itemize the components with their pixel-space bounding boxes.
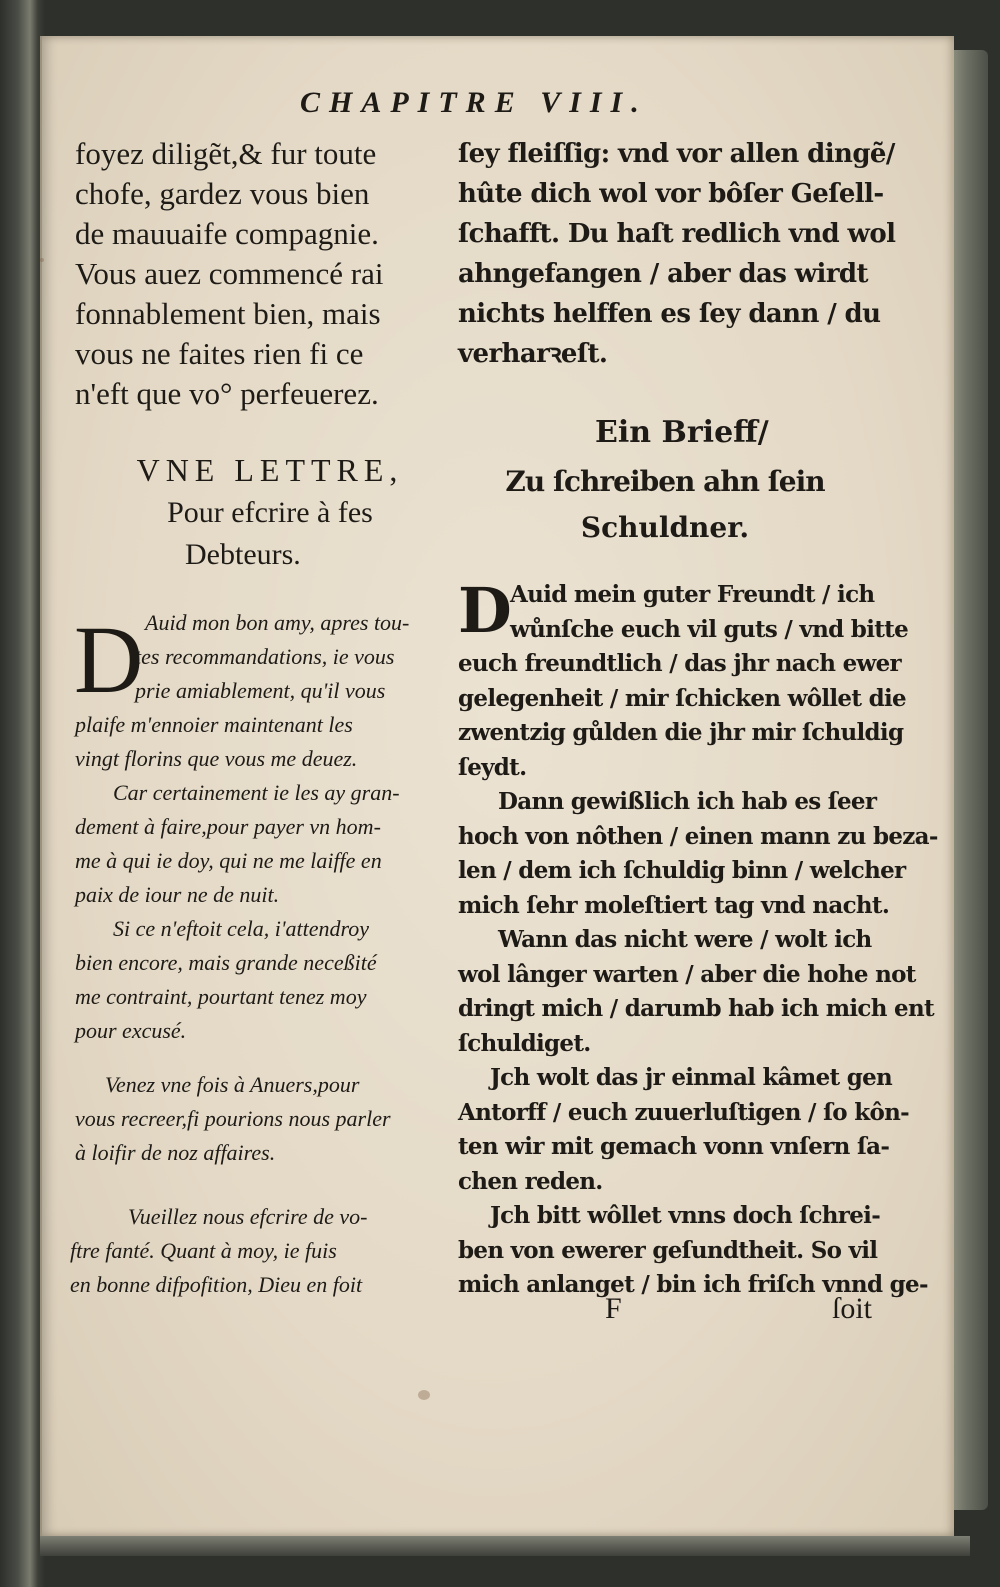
text-line: Car certainement ie les ay gran- — [113, 780, 400, 805]
text-line: ten wir mit gemach vonn vnſern ſa- — [458, 1133, 890, 1160]
text-line: de mauuaife compagnie. — [75, 216, 379, 251]
text-line: mich anlanget / bin ich friſch vnnd ge- — [458, 1271, 928, 1298]
text-line: ſey fleiſſig: vnd vor allen dingẽ/ — [458, 139, 895, 169]
german-letter-body — [458, 574, 938, 1303]
title-line: Zu ſchreiben ahn ſein — [505, 465, 825, 498]
page-edge — [952, 50, 988, 1510]
text-line: ſchafft. Du haſt redlich vnd wol — [458, 219, 896, 249]
catchword: ſoit — [832, 1292, 873, 1325]
text-line: Dann gewißlich ich hab es ſeer — [498, 788, 877, 815]
page-bottom-edge — [40, 1536, 970, 1556]
text-line: chofe, gardez vous bien — [75, 176, 370, 211]
text-line: Wann das nicht were / wolt ich — [498, 926, 872, 953]
text-line: chen reden. — [458, 1167, 603, 1195]
text-line: zwentzig gůlden die jhr mir ſchuldig — [458, 719, 904, 746]
text-line: Antorff / euch zuuerluſtigen / ſo kôn- — [458, 1098, 909, 1126]
french-letter-body — [75, 606, 460, 1048]
title-line: Pour efcrire à fes — [167, 496, 373, 529]
text-line: Jch bitt wôllet vnns doch ſchrei- — [490, 1202, 881, 1229]
text-line: n'eft que vo° perfeuerez. — [75, 376, 379, 411]
text-line: foyez diligẽt,& fur toute — [75, 136, 377, 171]
text-line: mich ſehr moleſtiert tag vnd nacht. — [458, 891, 890, 919]
text-line: ahngefangen / aber das wirdt — [458, 259, 868, 289]
text-line: fonnablement bien, mais — [75, 296, 381, 331]
text-line: à loifir de noz affaires. — [75, 1140, 276, 1165]
signature-mark: F — [605, 1292, 622, 1325]
text-line: Auid mein guter Freundt / ich — [510, 581, 875, 608]
text-line: prie amiablement, qu'il vous — [135, 678, 386, 703]
text-line: plaife m'ennoier maintenant les — [75, 712, 353, 737]
text-line: en bonne difpofition, Dieu en foit — [70, 1272, 363, 1297]
text-line: len / dem ich ſchuldig binn / welcher — [458, 857, 906, 884]
chapter-header: CHAPITRE VIII. — [300, 86, 648, 119]
text-line: hoch von nôthen / einen mann zu beza- — [458, 822, 938, 850]
text-line: hûte dich wol vor bôſer Geſell- — [458, 179, 884, 209]
paper-stain — [40, 258, 44, 262]
text-line: dement à faire,pour payer vn hom- — [75, 814, 381, 839]
french-paragraph-3 — [70, 1200, 460, 1302]
text-line: dringt mich / darumb hab ich mich ent — [458, 995, 934, 1022]
text-line: Auid mon bon amy, apres tou- — [145, 610, 410, 635]
text-line: pour excusé. — [75, 1018, 187, 1043]
text-line: vous recreer,fi pourions nous parler — [75, 1106, 391, 1131]
text-line: paix de iour ne de nuit. — [75, 882, 280, 907]
text-line: Vous auez commencé rai — [75, 256, 384, 291]
text-line: bien encore, mais grande neceßité — [75, 950, 377, 975]
french-top-paragraph — [75, 134, 465, 414]
text-line: euch freundtlich / das jhr nach ewer — [458, 650, 901, 677]
german-letter-title — [500, 408, 830, 550]
title-line: Ein Brieff/ — [595, 415, 769, 450]
french-letter-title — [80, 448, 460, 576]
title-line: VNE LETTRE, — [136, 452, 404, 488]
text-line: Venez vne fois à Anuers,pour — [105, 1072, 360, 1097]
text-line: wůnſche euch vil guts / vnd bitte — [510, 615, 909, 643]
text-line: me contraint, pourtant tenez moy — [75, 984, 367, 1009]
text-line: ſeydt. — [458, 753, 527, 781]
text-line: Vueillez nous efcrire de vo- — [128, 1204, 368, 1229]
text-line: ben von ewerer geſundtheit. So vil — [458, 1236, 878, 1264]
text-line: wol lânger warten / aber die hohe not — [458, 960, 916, 988]
title-line: Schuldner. — [580, 511, 750, 544]
paper-stain — [418, 1390, 430, 1400]
title-line: Debteurs. — [185, 538, 301, 571]
text-line: Si ce n'eftoit cela, i'attendroy — [113, 916, 370, 941]
french-dropcap: D — [74, 606, 144, 713]
german-top-paragraph — [458, 134, 908, 374]
text-line: nichts helffen es ſey dann / du — [458, 299, 881, 329]
text-line: Jch wolt das jr einmal kâmet gen — [490, 1064, 893, 1091]
french-paragraph-2 — [75, 1068, 460, 1170]
text-line: me à qui ie doy, qui ne me laiffe en — [75, 848, 382, 873]
text-line: ſchuldiget. — [458, 1029, 591, 1057]
text-line: verharꝛeſt. — [458, 339, 608, 369]
text-line: ftre fanté. Quant à moy, ie fuis — [70, 1238, 337, 1263]
text-line: vingt florins que vous me deuez. — [75, 746, 358, 771]
text-line: vous ne faites rien fi ce — [75, 336, 364, 371]
german-dropcap: D — [458, 574, 512, 647]
text-line: tes recommandations, ie vous — [135, 644, 395, 669]
text-line: gelegenheit / mir ſchicken wôllet die — [458, 684, 906, 712]
